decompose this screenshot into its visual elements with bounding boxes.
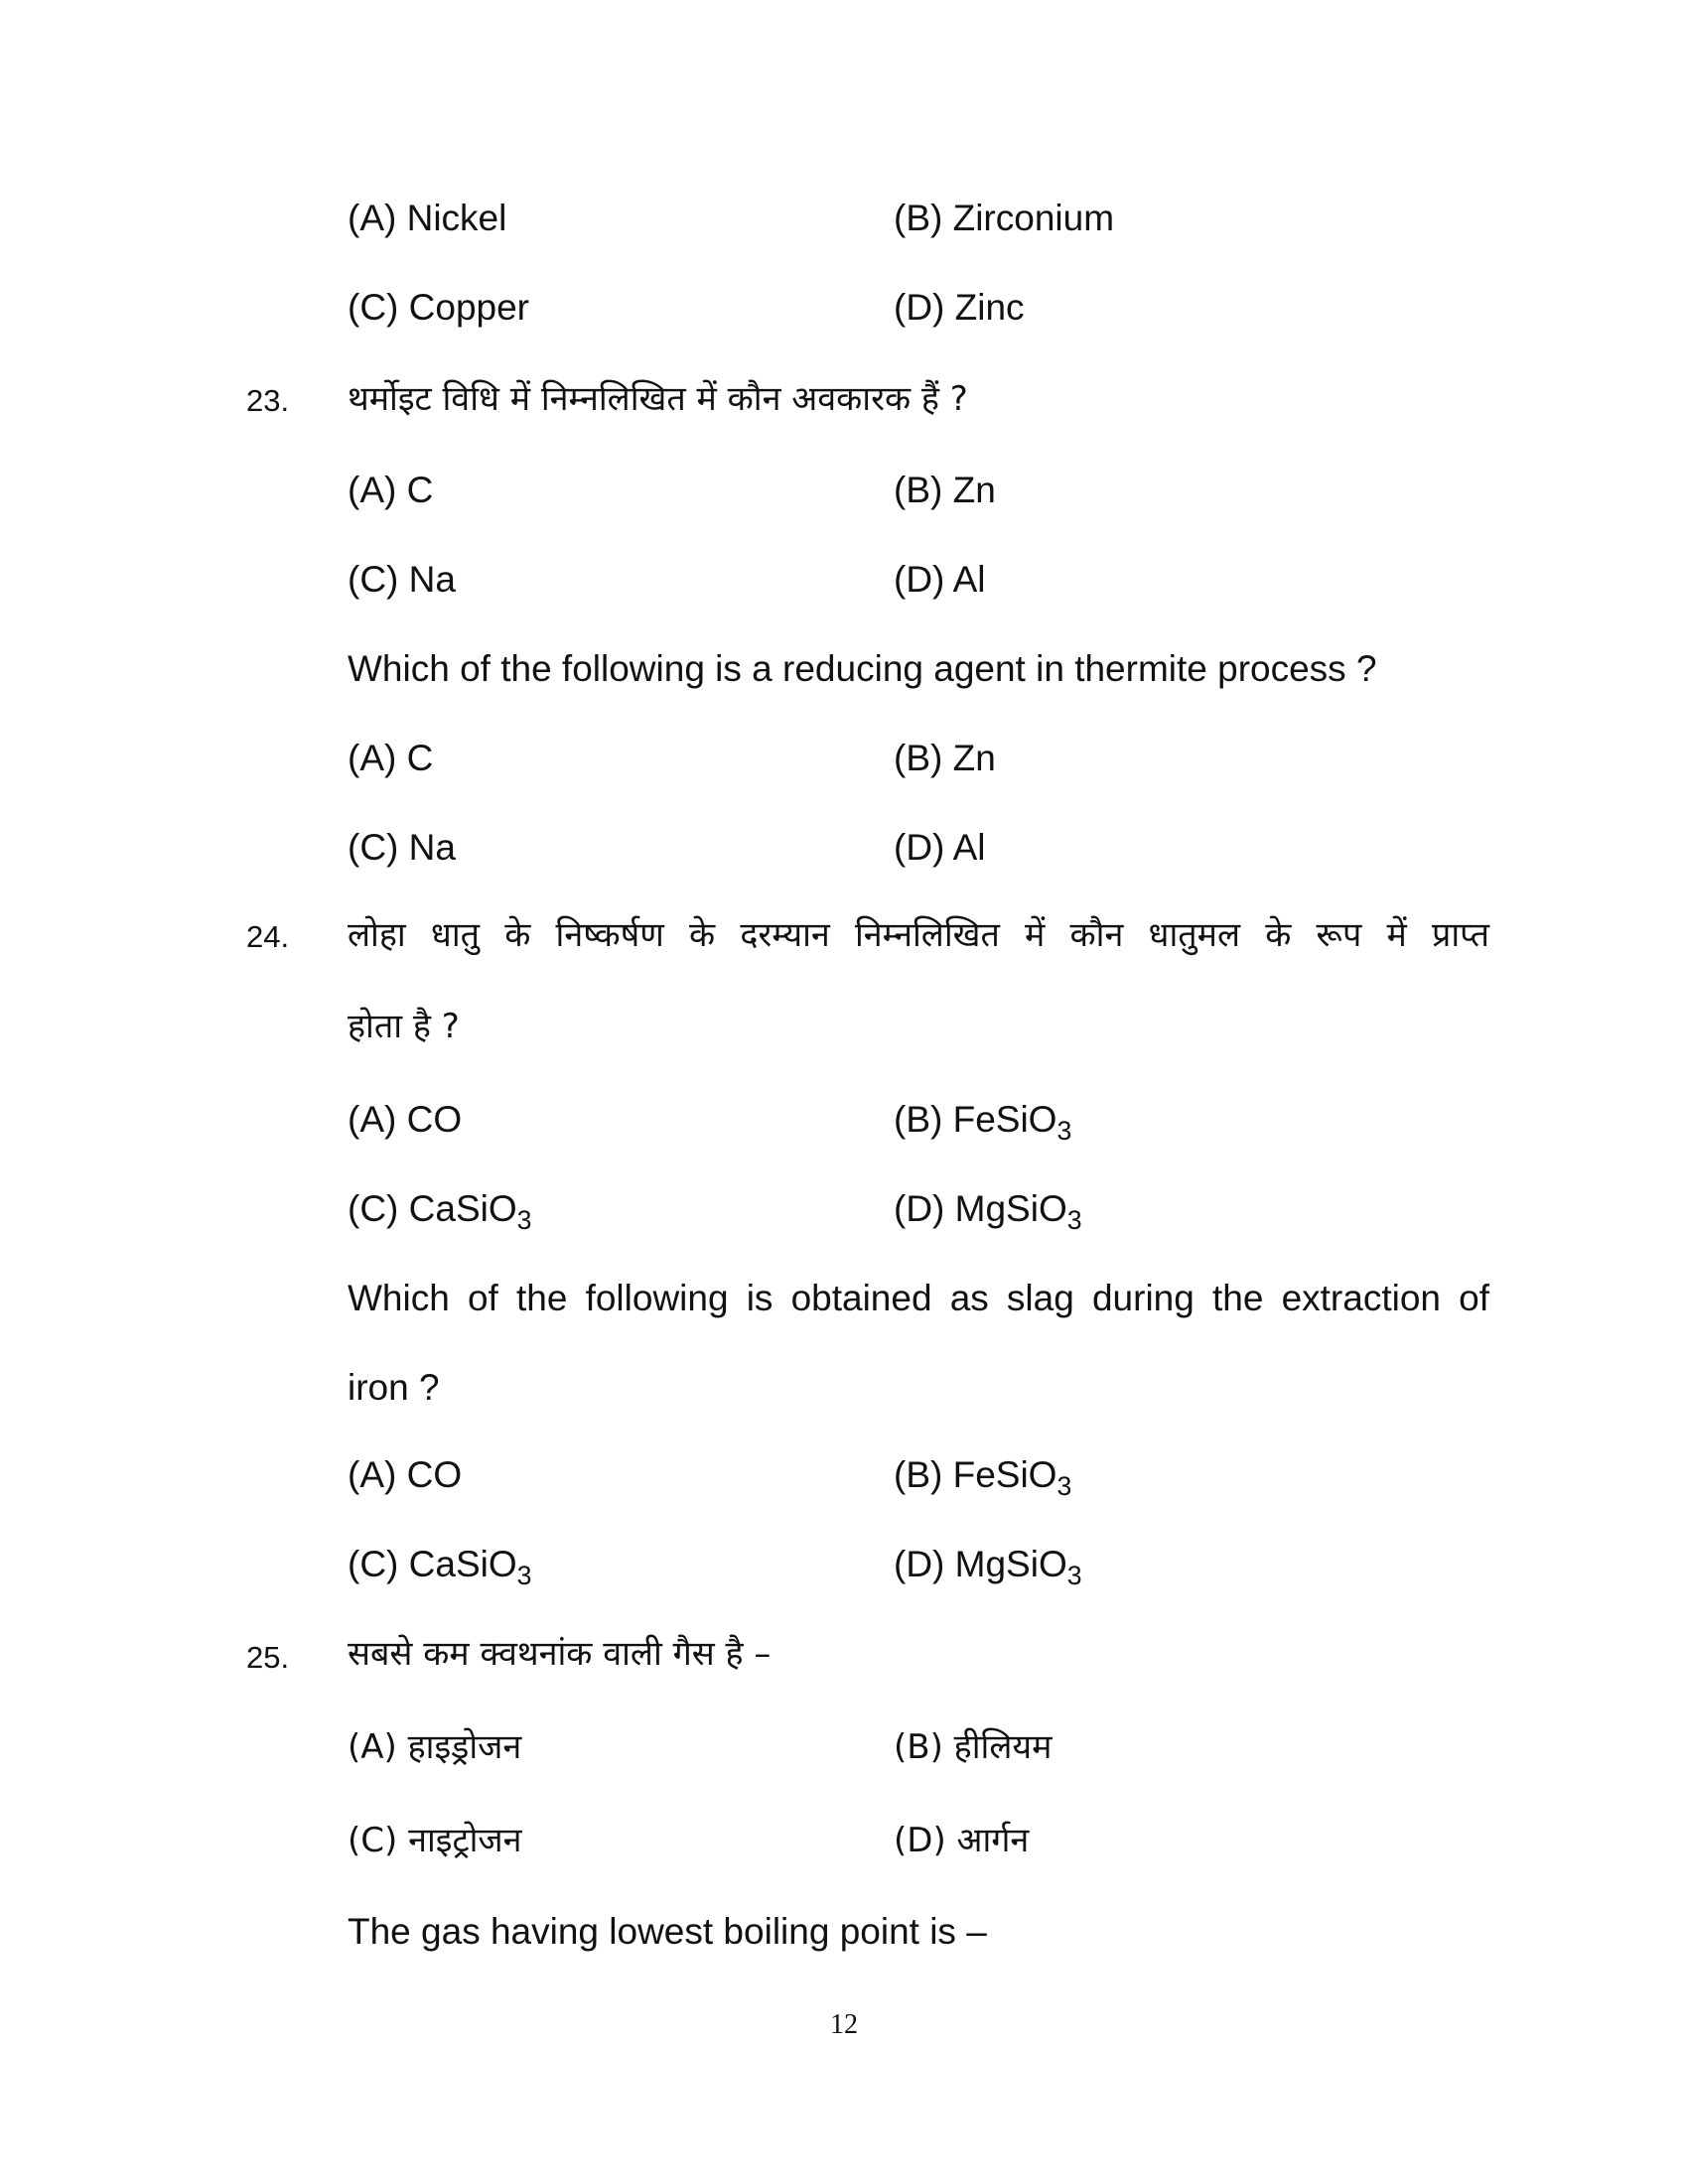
question-text-hindi: थर्मोइट विधि में निम्नलिखित में कौन अवकारक हैं ? [348,379,968,419]
question-text-hindi: लोहा धातु के निष्कर्षण के दरम्यान निम्नलिखित में कौन धातुमल के रूप में प्राप्त [348,915,1489,955]
option-b [894,1451,1071,1499]
option-c: (C) Na [348,827,456,868]
option-a: (A) Nickel [348,198,507,238]
option-d [894,1185,1082,1233]
question-text-english-continued: iron ? [348,1367,440,1408]
option-c [348,1541,531,1588]
formula-text: (D) MgSiO [894,1188,1067,1229]
formula-text: (D) MgSiO [894,1544,1067,1584]
formula-text: (C) CaSiO [348,1544,517,1584]
option-b: (B) Zn [894,470,996,510]
option-b: (B) हीलियम [894,1727,1053,1767]
option-a: (A) C [348,470,434,510]
question-number: 23. [246,383,290,418]
option-b: (B) Zirconium [894,198,1115,238]
option-b: (B) Zn [894,738,996,778]
formula-subscript: 3 [1066,1560,1082,1590]
question-text-english: The gas having lowest boiling point is – [348,1911,987,1952]
option-d: (D) Al [894,827,986,868]
question-number: 24. [246,919,290,954]
question-text-english: Which of the following is obtained as slag during the extraction of [348,1278,1489,1318]
question-number: 25. [246,1640,290,1675]
page-number: 12 [830,2009,858,2040]
formula-text: (C) CaSiO [348,1188,517,1229]
formula-text: (B) FeSiO [894,1454,1057,1495]
formula-subscript: 3 [516,1560,532,1590]
option-c: (C) Na [348,559,456,600]
option-d: (D) आर्गन [894,1821,1030,1860]
option-b [894,1096,1071,1144]
question-text-english: Which of the following is a reducing agent in thermite process ? [348,648,1377,689]
formula-subscript: 3 [1056,1115,1072,1146]
option-a: (A) CO [348,1454,463,1495]
formula-subscript: 3 [1066,1204,1082,1235]
option-a: (A) CO [348,1099,463,1140]
formula-subscript: 3 [516,1204,532,1235]
option-a: (A) हाइड्रोजन [348,1727,522,1767]
option-d: (D) Al [894,559,986,600]
option-c: (C) Copper [348,287,529,328]
option-a: (A) C [348,738,434,778]
formula-text: (B) FeSiO [894,1099,1057,1140]
option-c [348,1185,531,1233]
option-c: (C) नाइट्रोजन [348,1821,522,1860]
option-d [894,1541,1082,1588]
formula-subscript: 3 [1056,1470,1072,1501]
option-d: (D) Zinc [894,287,1025,328]
question-text-hindi: सबसे कम क्वथनांक वाली गैस है – [348,1634,772,1674]
question-text-hindi-continued: होता है ? [348,1007,460,1046]
